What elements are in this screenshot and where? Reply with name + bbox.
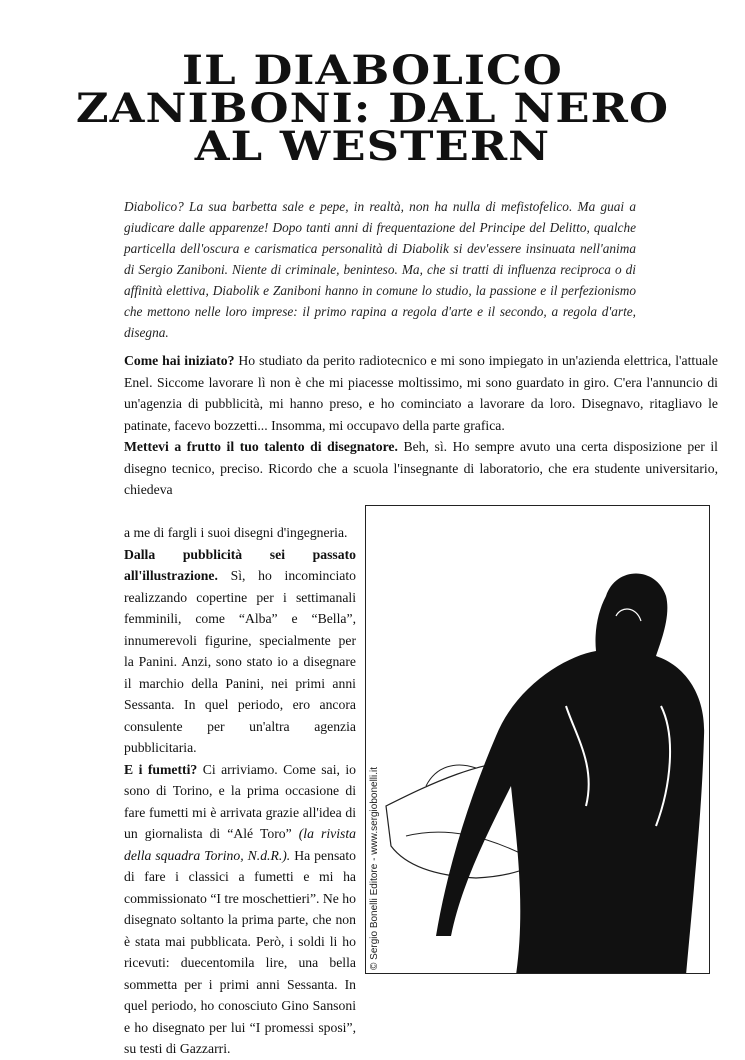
- title-line-2: ZANIBONI: DAL NERO: [75, 85, 670, 132]
- narrow-column: [124, 522, 356, 1060]
- interview-body: [124, 350, 718, 501]
- article-title: [0, 47, 745, 170]
- image-credit: [366, 740, 386, 970]
- standing-figure: [436, 574, 704, 975]
- question: Dalla pubblicità sei passato all'illustrazione.: [124, 546, 356, 583]
- illustration-drawing: [366, 506, 710, 974]
- answer: Sì, ho incominciato realizzando copertine per i settimanali femminili, come “Alba” e “Bella”, innumerevoli figurine, specialmente per la Panini. Anzi, sono stato io a disegnare il marchio della Panini, nei primi anni Sessanta. In quel periodo, ero ancora consulente per un'altra agenzia pubblicitaria.: [124, 568, 356, 755]
- answer: Ho studiato da perito radiotecnico e mi sono impiegato in un'azienda elettrica, l'attuale Enel. Siccome lavorare lì non è che mi piacesse moltissimo, mi sono guardato in giro. C'era l'annuncio di un'agenzia di pubblicità, mi hanno preso, e ho cominciato a lavorare da loro. Disegnavo, ritagliavo le patinate, facevo bozzetti... Insomma, mi occupavo della parte grafica.: [124, 353, 718, 433]
- title-line-3: AL WESTERN: [194, 123, 551, 170]
- answer: Ci arriviamo. Come sai, io sono di Torino, e la prima occasione di fare fumetti mi è arrivata grazie all'idea di un giornalista di “Alé Toro”: [124, 761, 357, 841]
- title-line-1: IL DIABOLICO: [182, 47, 563, 94]
- question: Come hai iniziato?: [124, 353, 235, 368]
- intro-paragraph: Diabolico? La sua barbetta sale e pepe, in realtà, non ha nulla di mefistofelico. Ma guai a giudicare dalle apparenze! Dopo tanti anni di frequentazione del Principe del Delitto, qualche particella dell'oscura e carismatica personalità di Diabolik si dev'essere insinuata nell'anima di Sergio Zaniboni. Niente di criminale, beninteso. Ma, che si tratti di influenza reciproca o di affinità elettiva, Diabolik e Zaniboni hanno in comune lo studio, la passione e il perfezionismo che mettono nelle loro imprese: il primo rapina a regola d'arte e il secondo, a regola d'arte, disegna.: [124, 199, 636, 340]
- qa-block: [124, 544, 356, 759]
- answer: Ha pensato di fare i classici a fumetti e mi ha commissionato “I tre moschettieri”. Ne ho disegnato soltanto la prima parte, che non è stata mai pubblicata. Però, i soldi li ho ricevuti: duecentomila lire, una bella sommetta per i primi anni Sessanta. In quel periodo, ho conosciuto Gino Sansoni e ho disegnato per lui “I promessi sposi”, su testi di Gazzarri.: [124, 847, 356, 1056]
- question: E i fumetti?: [124, 761, 198, 777]
- editor-note: (la rivista della squadra Torino, N.d.R.).: [124, 826, 356, 863]
- lying-figure-line: [426, 765, 476, 786]
- question: Mettevi a frutto il tuo talento di disegnatore.: [124, 439, 398, 454]
- qa-block: [124, 350, 718, 436]
- qa-block: [124, 436, 718, 501]
- comic-illustration: [365, 505, 710, 974]
- credit-text: © Sergio Bonelli Editore - www.sergiobonelli.it: [369, 766, 380, 970]
- answer: Beh, sì. Ho sempre avuto una certa disposizione per il disegno tecnico, preciso. Ricordo che a scuola l'insegnante di laboratorio, che era studente universitario, chiedeva: [124, 439, 718, 497]
- qa-block: [124, 759, 356, 1060]
- answer-continuation: a me di fargli i suoi disegni d'ingegneria.: [124, 525, 348, 540]
